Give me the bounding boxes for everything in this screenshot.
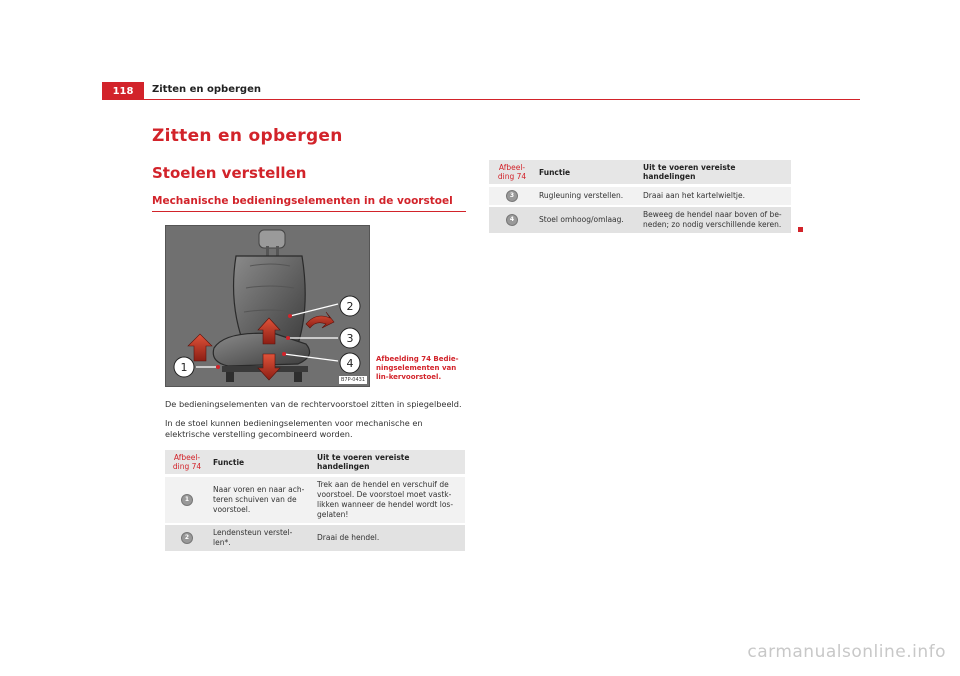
header-function: Functie — [535, 160, 639, 186]
header-action: Uit te voeren vereiste handelingen — [639, 160, 791, 186]
paragraph-combined: In de stoel kunnen bedieningselementen voor mechanische en elektrische verstelling gecombineerd worden. — [165, 418, 423, 439]
controls-table-1 — [165, 450, 465, 553]
row-function: Rugleuning verstellen. — [535, 186, 639, 207]
ref-badge-1: 1 — [181, 494, 193, 506]
page-number-box — [102, 82, 144, 100]
callout-1 — [174, 357, 194, 377]
row-ref-cell — [165, 476, 209, 525]
callout-2 — [340, 296, 360, 316]
row-ref-cell — [489, 206, 535, 234]
header-function: Functie — [209, 450, 313, 476]
seat-figure — [165, 225, 370, 387]
paragraph-mirror: De bedieningselementen van de rechtervoorstoel zitten in spiegelbeeld. — [165, 399, 462, 409]
row-function: Lendensteun verstel-len*. — [209, 524, 313, 552]
table-row — [489, 186, 791, 207]
page-number: 118 — [112, 85, 134, 97]
callout-3 — [340, 328, 360, 348]
section-end-marker — [793, 217, 803, 236]
section-title: Stoelen verstellen — [152, 164, 307, 182]
header-figure-ref: Afbeel-ding 74 — [165, 450, 209, 476]
end-square-icon — [798, 227, 803, 232]
row-ref-cell — [489, 186, 535, 207]
table-row — [165, 476, 465, 525]
watermark: carmanualsonline.info — [747, 642, 946, 662]
table-row — [165, 524, 465, 552]
svg-text:3: 3 — [346, 332, 354, 345]
seat-illustration — [166, 226, 369, 386]
svg-text:1: 1 — [180, 361, 188, 374]
row-action: Trek aan de hendel en verschuif de voorstoel. De voorstoel moet vastk-likken wanneer de hendel wordt los-gelaten! — [313, 476, 465, 525]
row-action: Draai aan het kartelwieltje. — [639, 186, 791, 207]
callout-4 — [340, 353, 360, 373]
ref-badge-4: 4 — [506, 214, 518, 226]
controls-table-2 — [489, 160, 791, 235]
row-action: Draai de hendel. — [313, 524, 465, 552]
figure-code: B7P-0431 — [340, 377, 365, 383]
running-header-title: Zitten en opbergen — [152, 84, 261, 95]
table-row — [489, 206, 791, 234]
header-divider — [144, 99, 860, 100]
row-ref-cell — [165, 524, 209, 552]
svg-text:4: 4 — [346, 357, 354, 370]
header-figure-ref: Afbeel-ding 74 — [489, 160, 535, 186]
header-action: Uit te voeren vereiste handelingen — [313, 450, 465, 476]
figure-caption: Afbeelding 74 Bedie-ningselementen van lin-kervoorstoel. — [376, 355, 459, 381]
row-action: Beweeg de hendel naar boven of be-neden; zo nodig verschillende keren. — [639, 206, 791, 234]
svg-text:2: 2 — [346, 300, 354, 313]
subsection-title: Mechanische bedieningselementen in de voorstoel — [152, 195, 453, 207]
chapter-title: Zitten en opbergen — [152, 126, 343, 146]
subsection-divider — [152, 211, 466, 212]
row-function: Naar voren en naar ach-teren schuiven van de voorstoel. — [209, 476, 313, 525]
row-function: Stoel omhoog/omlaag. — [535, 206, 639, 234]
ref-badge-3: 3 — [506, 190, 518, 202]
table-header-row — [489, 160, 791, 186]
table-header-row — [165, 450, 465, 476]
ref-badge-2: 2 — [181, 532, 193, 544]
